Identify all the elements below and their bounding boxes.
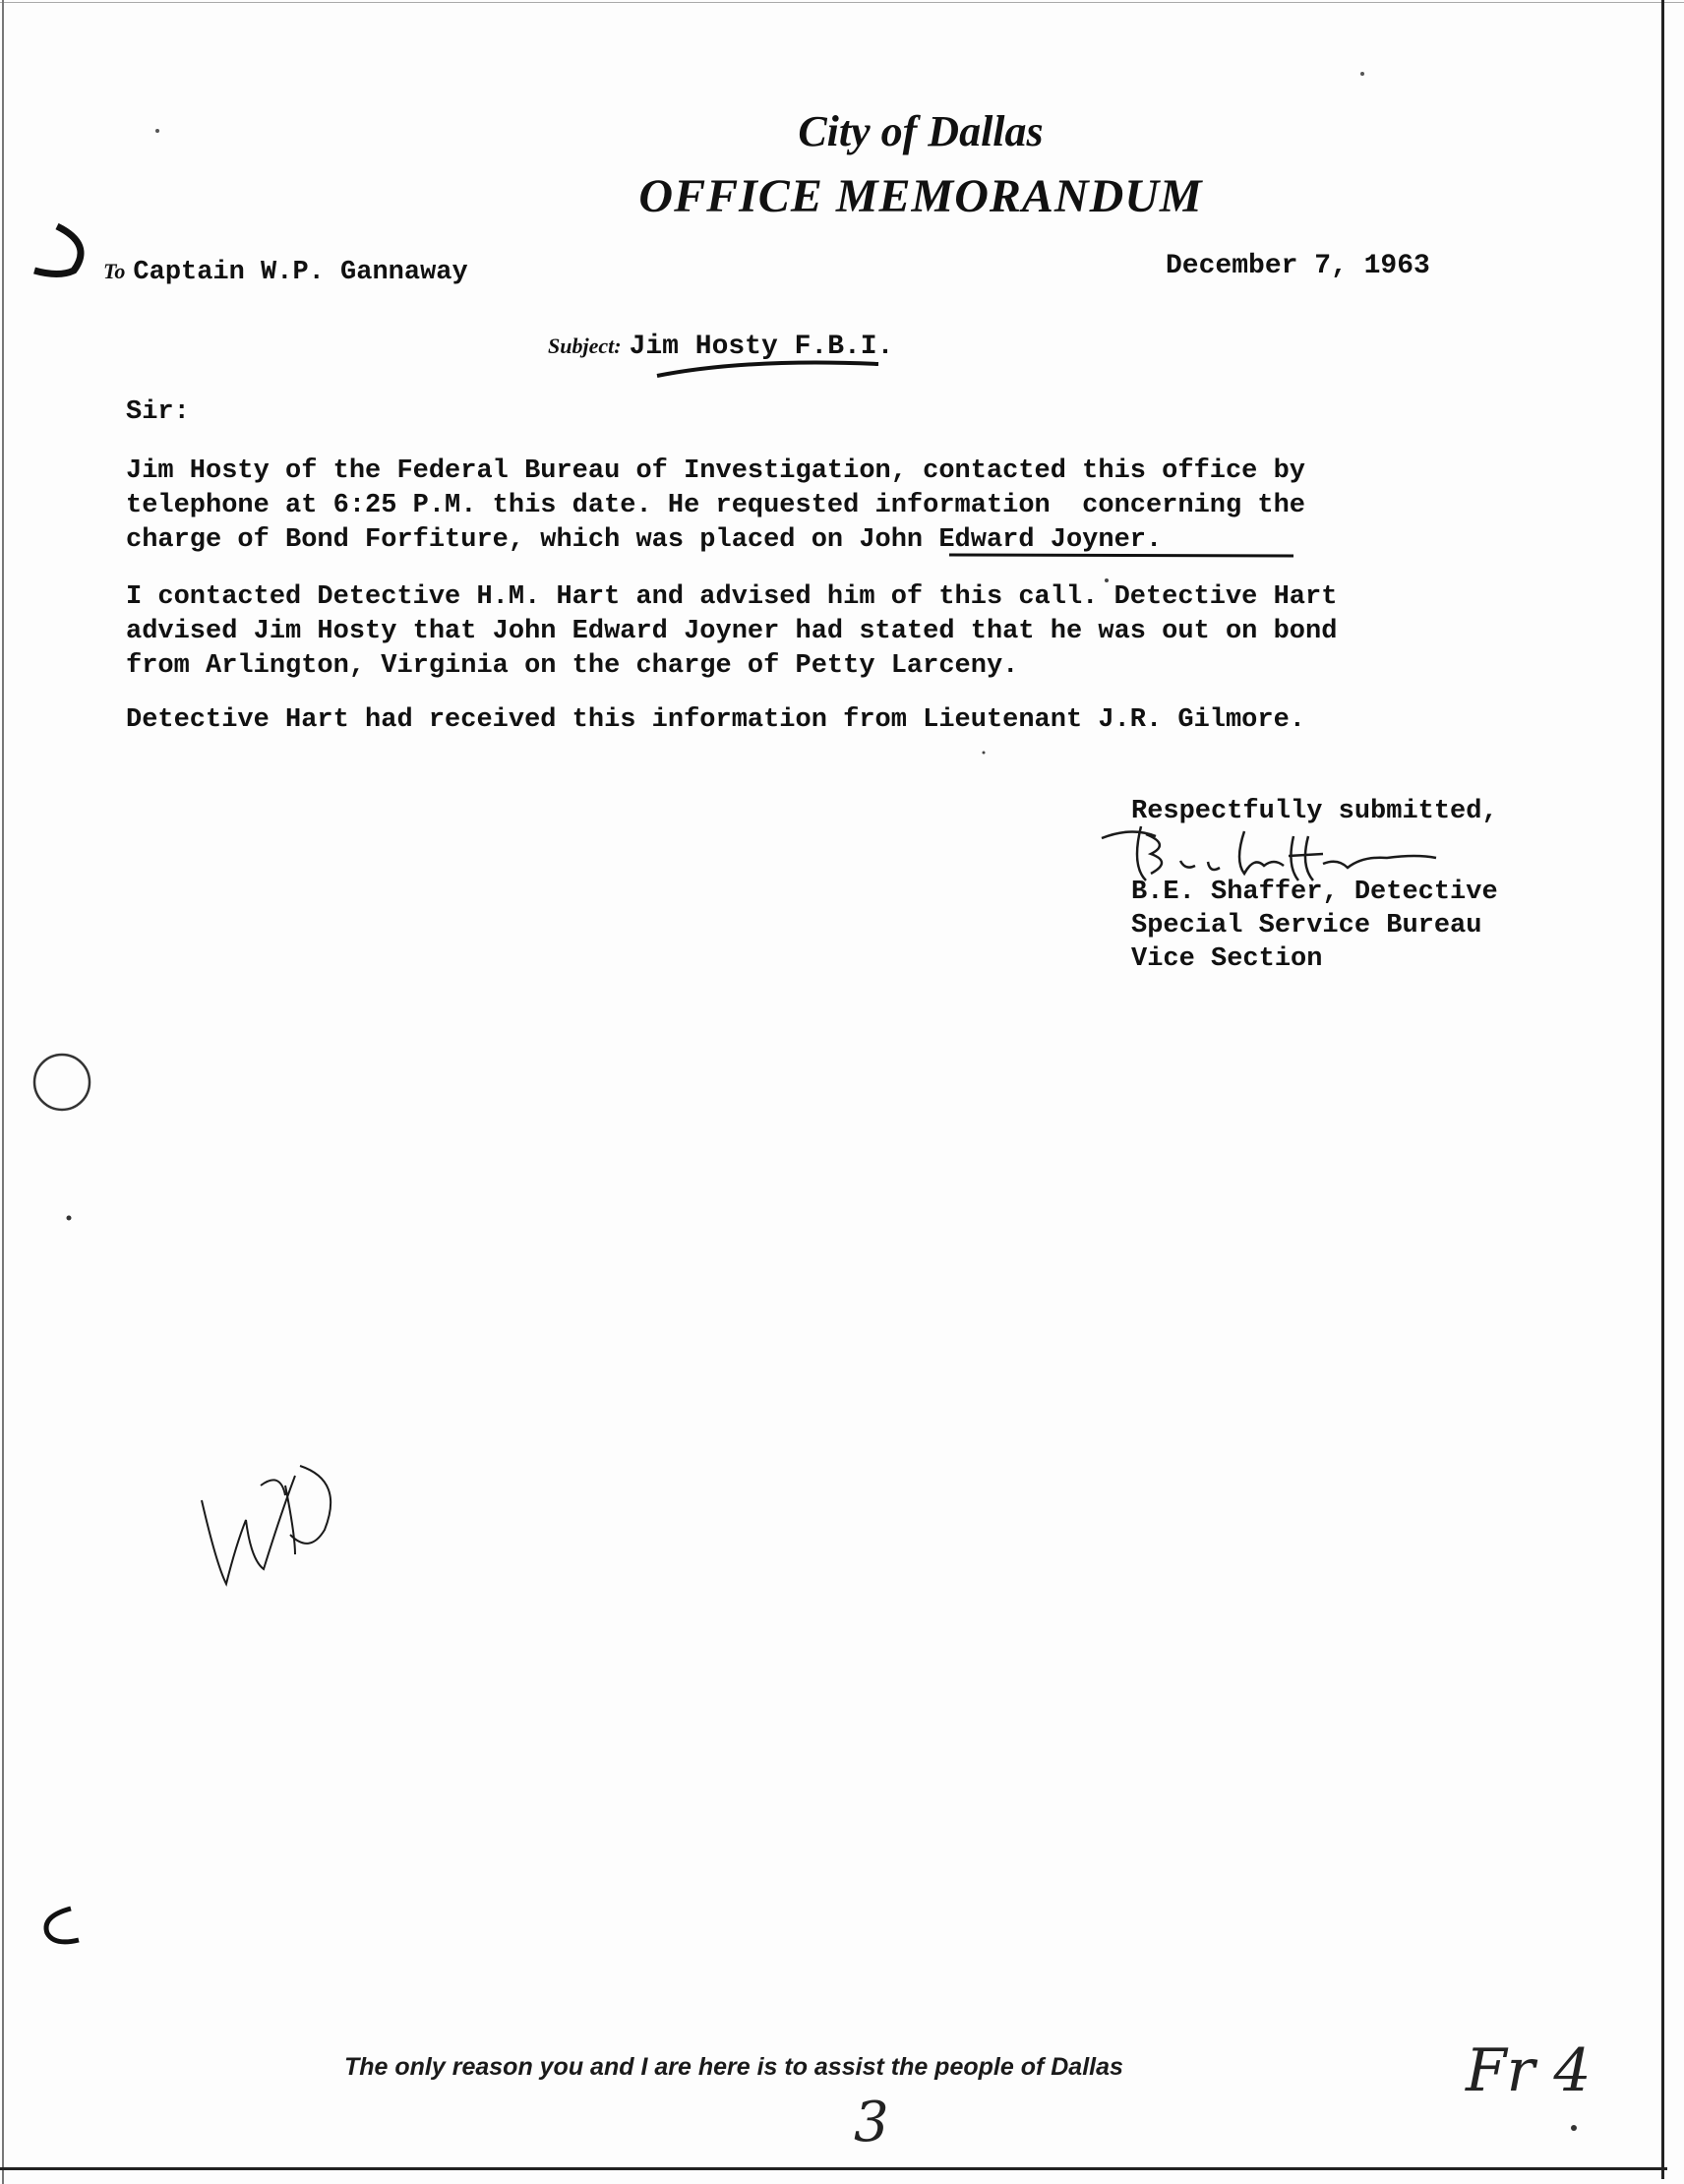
subject-label: Subject: bbox=[548, 334, 622, 358]
to-label: To bbox=[103, 259, 126, 283]
body-paragraph-3: Detective Hart had received this information from Lieutenant J.R. Gilmore. bbox=[126, 705, 1305, 735]
closing-line: Respectfully submitted, bbox=[1131, 797, 1498, 826]
page-number: 3 bbox=[854, 2091, 889, 2154]
body-paragraph-2: I contacted Detective H.M. Hart and advised him of this call. Detective Hart advised Jim Hosty that John Edward Joyner had stated that he was out on bond from Arlington, Virginia on the charge of Petty Larceny. bbox=[126, 582, 1338, 681]
scan-edge-top bbox=[0, 2, 1684, 3]
hole-punch-middle-mark bbox=[34, 1055, 90, 1110]
signature-block bbox=[1131, 876, 1498, 976]
body-paragraph-1: Jim Hosty of the Federal Bureau of Investigation, contacted this office by telephone at 6:25 P.M. this date. He requested information concerning the charge of Bond Forfiture, which was placed on John Edward Joyner. bbox=[126, 456, 1305, 555]
scan-edge-right bbox=[1661, 0, 1664, 2179]
scan-edge-bottom bbox=[0, 2167, 1667, 2170]
folio-mark: Fr 4 bbox=[1466, 2036, 1592, 2105]
subject-underline bbox=[657, 363, 878, 377]
signer-bureau: Special Service Bureau bbox=[1131, 911, 1482, 940]
document-title: OFFICE MEMORANDUM bbox=[638, 170, 1203, 222]
subject-line bbox=[548, 332, 893, 362]
signer-section: Vice Section bbox=[1131, 944, 1323, 974]
salutation: Sir: bbox=[126, 397, 190, 427]
hole-punch-bottom-mark bbox=[46, 1909, 79, 1942]
organization-name: City of Dallas bbox=[798, 107, 1044, 155]
recipient: Captain W.P. Gannaway bbox=[133, 258, 468, 287]
signer-name: B.E. Shaffer, Detective bbox=[1131, 878, 1498, 907]
recipient-line bbox=[103, 258, 468, 287]
hole-punch-top-mark bbox=[34, 226, 81, 274]
subject-text: Jim Hosty F.B.I. bbox=[629, 332, 894, 362]
footer-motto: The only reason you and I are here is to assist the people of Dallas bbox=[344, 2053, 1123, 2081]
scan-edge-left bbox=[2, 0, 4, 2184]
memo-date: December 7, 1963 bbox=[1166, 251, 1430, 281]
signature-handwriting bbox=[1102, 826, 1436, 880]
initials-handwriting bbox=[202, 1466, 331, 1584]
